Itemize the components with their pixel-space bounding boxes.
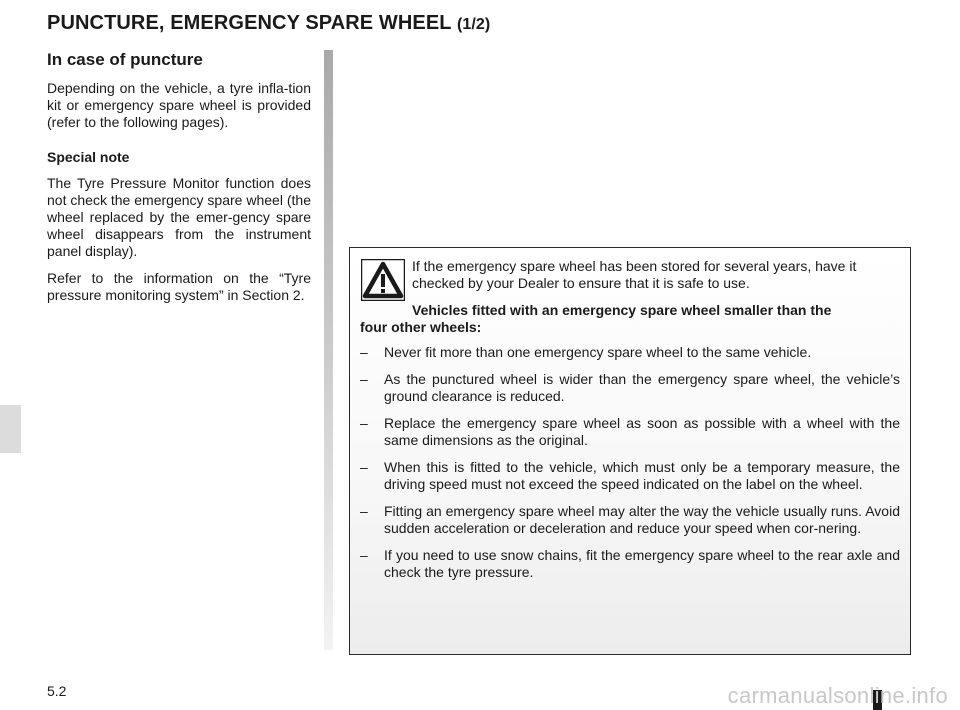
page-title-text: PUNCTURE, EMERGENCY SPARE WHEEL <box>47 12 452 34</box>
page-title <box>47 12 490 35</box>
list-item: – When this is fitted to the vehicle, which must only be a temporary measure, the driving speed must not exceed the speed indicated on the label on the wheel. <box>360 459 900 493</box>
reference-paragraph: Refer to the information on the “Tyre pressure monitoring system” in Section 2. <box>47 270 311 303</box>
page-title-part: (1/2) <box>456 16 491 33</box>
warning-subheading <box>360 302 900 336</box>
section-heading: In case of puncture <box>47 50 203 69</box>
watermark: carmanualsonline.info <box>727 683 948 708</box>
warning-triangle-icon <box>361 259 405 301</box>
list-item: – If you need to use snow chains, fit the emergency spare wheel to the rear axle and check the tyre pressure. <box>360 547 900 581</box>
column-divider-bar <box>324 50 333 650</box>
warning-intro: If the emergency spare wheel has been stored for several years, have it checked by your Dealer to ensure that it is safe to use. <box>412 258 857 291</box>
warning-subheading-line2: four other wheels: <box>360 319 482 335</box>
list-item: – Never fit more than one emergency spare wheel to the same vehicle. <box>360 344 900 361</box>
intro-paragraph: Depending on the vehicle, a tyre infla-tion kit or emergency spare wheel is provided (refer to the following pages). <box>47 80 311 130</box>
list-item: – As the punctured wheel is wider than the emergency spare wheel, the vehicle’s ground clearance is reduced. <box>360 371 900 405</box>
warning-subheading-line1: Vehicles fitted with an emergency spare wheel smaller than the <box>412 302 832 318</box>
warning-box <box>349 247 911 655</box>
list-item: – Fitting an emergency spare wheel may alter the way the vehicle usually runs. Avoid sudden acceleration or deceleration and reduce your speed when cor-nering. <box>360 503 900 537</box>
special-note-paragraph: The Tyre Pressure Monitor function does not check the emergency spare wheel (the wheel replaced by the emer-gency spare wheel disappears from the instrument panel display). <box>47 175 311 259</box>
left-column <box>47 50 311 314</box>
warning-list <box>360 344 900 581</box>
list-item: – Replace the emergency spare wheel as soon as possible with a wheel with the same dimensions as the original. <box>360 415 900 449</box>
page-number: 5.2 <box>47 683 67 699</box>
special-note-heading: Special note <box>47 149 130 165</box>
section-tab-marker <box>0 405 21 453</box>
